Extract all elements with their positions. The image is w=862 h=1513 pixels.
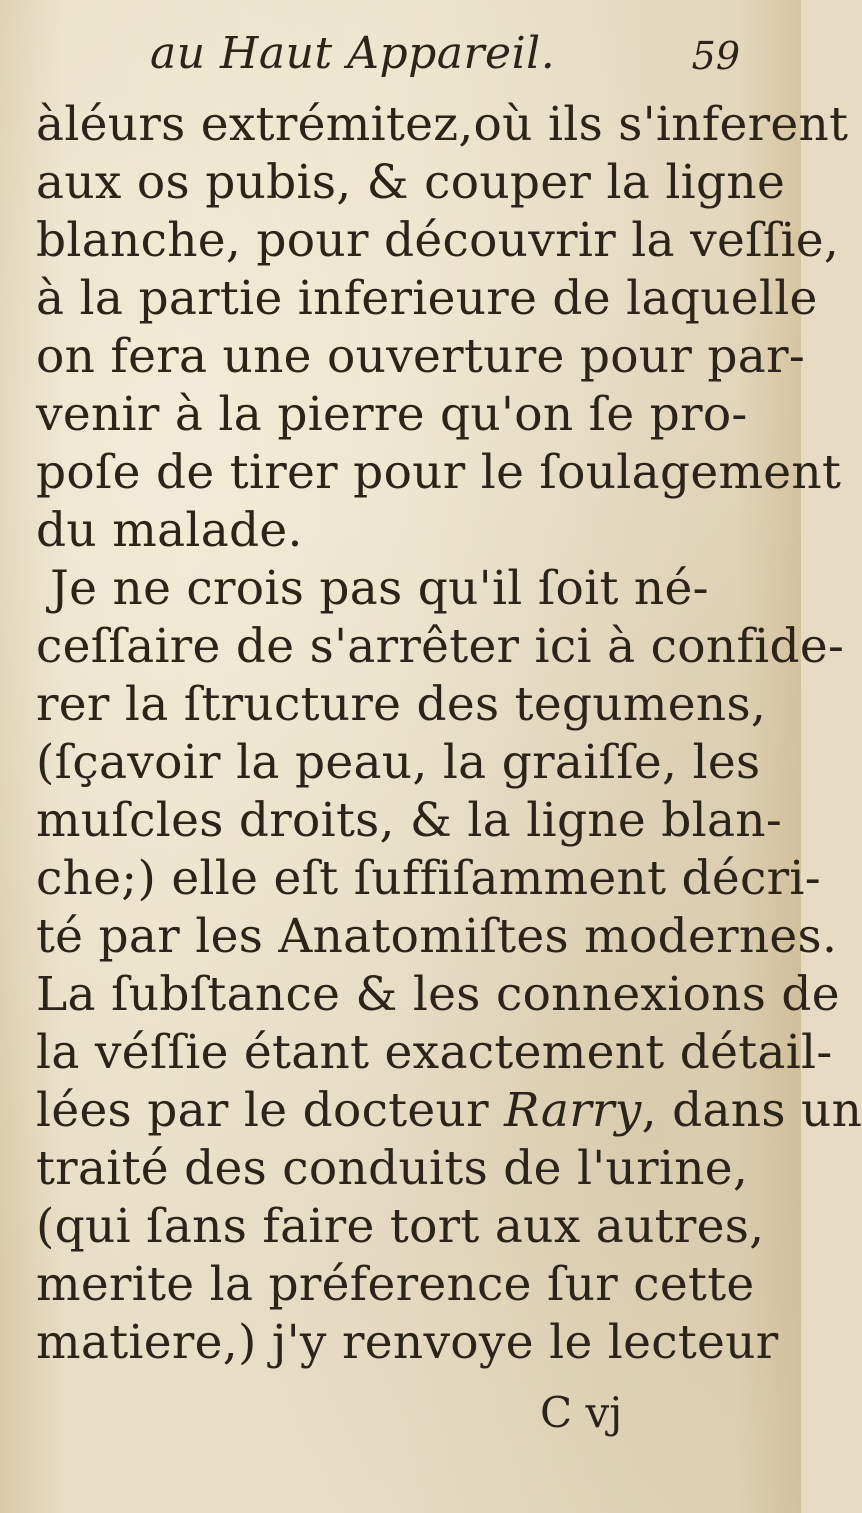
text-line-19: traité des conduits de l'urine, bbox=[36, 1141, 749, 1196]
text-line-18-start: lées par le docteur bbox=[36, 1083, 489, 1138]
page-number: 59 bbox=[691, 34, 740, 78]
running-title: au Haut Appareil. bbox=[150, 28, 556, 79]
text-line-22: matiere,) j'y renvoye le lecteur bbox=[36, 1315, 779, 1370]
text-line-13: muſcles droits, & la ligne blan- bbox=[36, 793, 783, 848]
signature-mark: C vj bbox=[540, 1388, 623, 1437]
text-line-3: blanche, pour découvrir la veſſie, bbox=[36, 213, 840, 268]
text-line-21: merite la préference ſur cette bbox=[36, 1257, 755, 1312]
text-line-12: (ſçavoir la peau, la graiſſe, les bbox=[36, 735, 761, 790]
text-line-6: venir à la pierre qu'on ſe pro- bbox=[36, 387, 748, 442]
text-line-20: (qui ſans faire tort aux autres, bbox=[36, 1199, 765, 1254]
text-line-1: àléurs extrémitez,où ils s'inferent bbox=[36, 97, 849, 152]
body-text bbox=[36, 96, 862, 1372]
text-line-9: Je ne crois pas qu'il ſoit né- bbox=[50, 561, 709, 616]
text-line-18 bbox=[36, 1082, 862, 1140]
text-line-18-end: , dans un bbox=[641, 1083, 862, 1138]
page-header bbox=[150, 28, 740, 88]
author-name: Rarry bbox=[504, 1083, 642, 1138]
text-line-10: ceſſaire de s'arrêter ici à confide- bbox=[36, 619, 845, 674]
text-line-2: aux os pubis, & couper la ligne bbox=[36, 155, 786, 210]
text-line-5: on fera une ouverture pour par- bbox=[36, 329, 806, 384]
text-line-15: té par les Anatomiſtes modernes. bbox=[36, 909, 838, 964]
text-line-8: du malade. bbox=[36, 503, 303, 558]
text-line-16: La ſubſtance & les connexions de bbox=[36, 967, 840, 1022]
text-line-7: poſe de tirer pour le ſoulagement bbox=[36, 445, 842, 500]
text-line-4: à la partie inferieure de laquelle bbox=[36, 271, 818, 326]
text-line-11: rer la ſtructure des tegumens, bbox=[36, 677, 767, 732]
text-line-14: che;) elle eſt ſuffiſamment décri- bbox=[36, 851, 821, 906]
text-line-17: la véſſie étant exactement détail- bbox=[36, 1025, 833, 1080]
